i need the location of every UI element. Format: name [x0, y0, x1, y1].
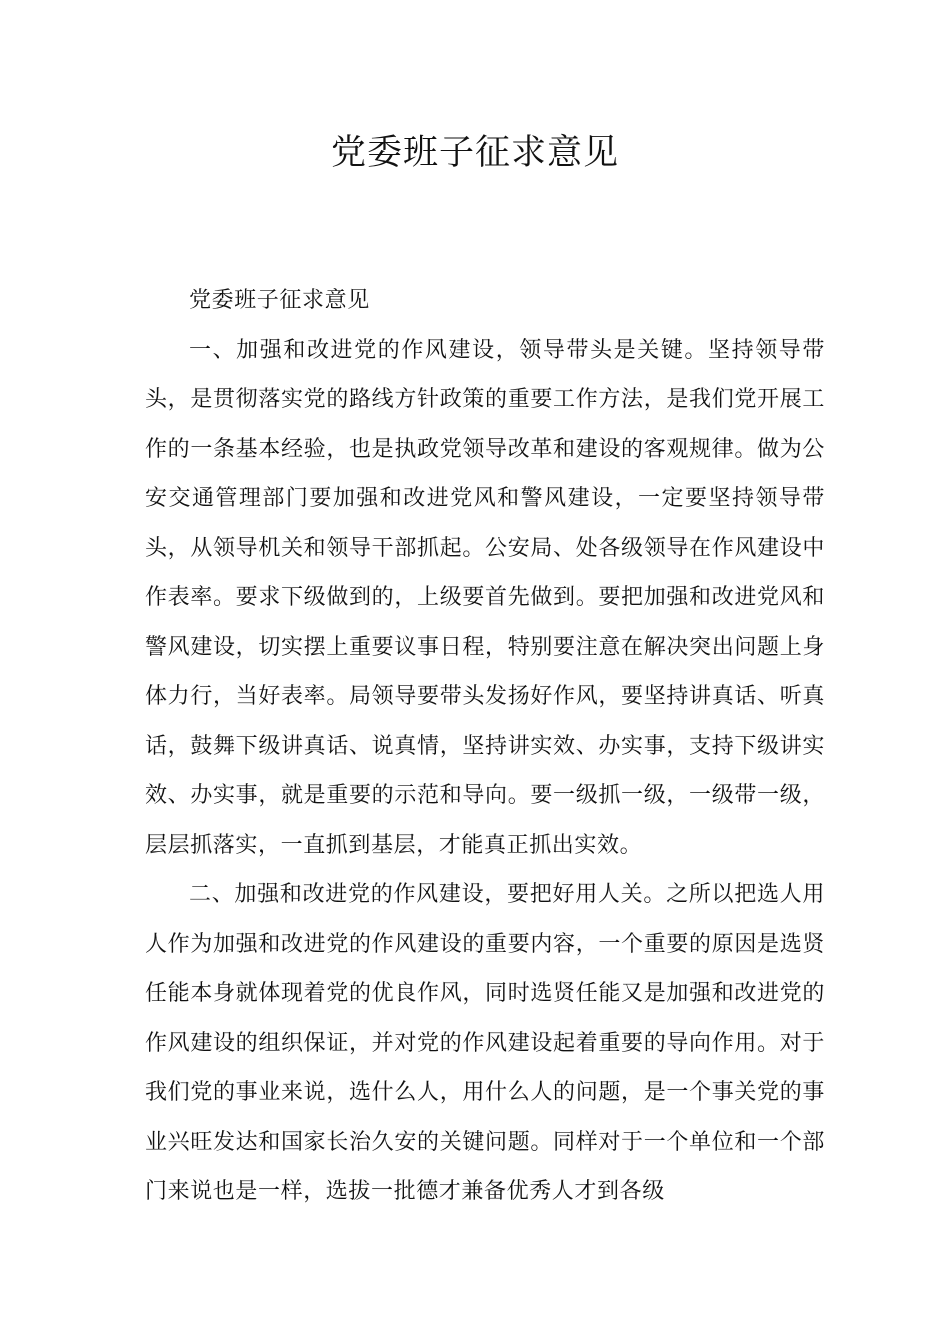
- paragraph-2: 二、加强和改进党的作风建设，要把好用人关。之所以把选人用人作为加强和改进党的作风建设的重要内容，一个重要的原因是选贤任能本身就体现着党的优良作风，同时选贤任能又是加强和改进党的作风建设的组织保证，并对党的作风建设起着重要的导向作用。对于我们党的事业来说，选什么人，用什么人的问题，是一个事关党的事业兴旺发达和国家长治久安的关键问题。同样对于一个单位和一个部门来说也是一样，选拔一批德才兼备优秀人才到各级: [145, 882, 825, 1204]
- paragraph-1: 一、加强和改进党的作风建设，领导带头是关键。坚持领导带头，是贯彻落实党的路线方针政策的重要工作方法，是我们党开展工作的一条基本经验，也是执政党领导改革和建设的客观规律。做为公安交通管理部门要加强和改进党风和警风建设，一定要坚持领导带头，从领导机关和领导干部抓起。公安局、处各级领导在作风建设中作表率。要求下级做到的，上级要首先做到。要把加强和改进党风和警风建设，切实摆上重要议事日程，特别要注意在解决突出问题上身体力行，当好表率。局领导要带头发扬好作风，要坚持讲真话、听真话，鼓舞下级讲真话、说真情，坚持讲实效、办实事，支持下级讲实效、办实事，就是重要的示范和导向。要一级抓一级，一级带一级，层层抓落实，一直抓到基层，才能真正抓出实效。: [145, 337, 825, 858]
- paragraph-heading: 党委班子征求意见: [189, 288, 370, 313]
- document-title: 党委班子征求意见: [330, 133, 619, 173]
- document-body: [145, 276, 825, 1217]
